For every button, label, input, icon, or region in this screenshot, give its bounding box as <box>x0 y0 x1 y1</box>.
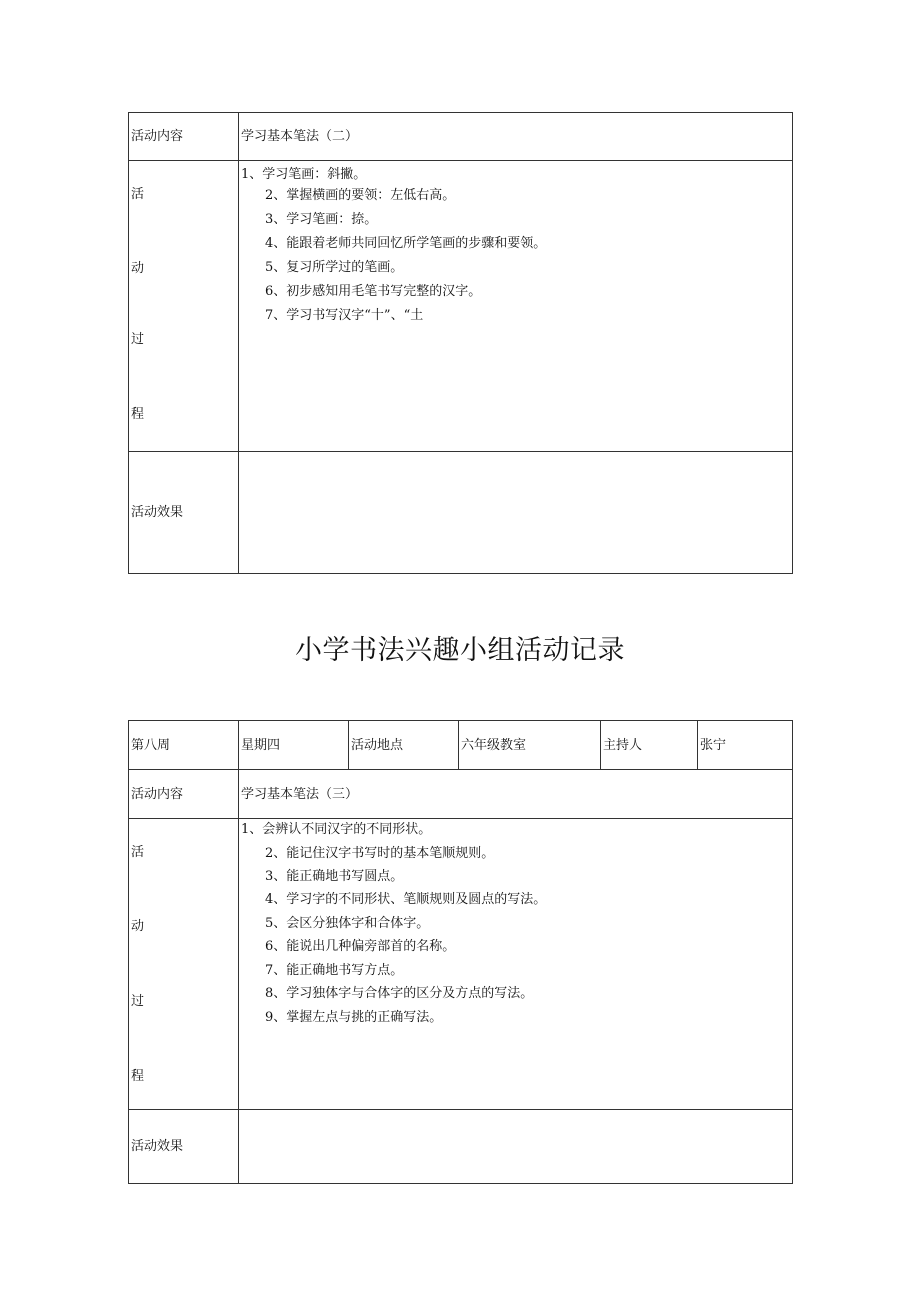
step-item: 5、会区分独体字和合体字。 <box>265 916 430 931</box>
location-label: 活动地点 <box>349 721 459 770</box>
content-row <box>129 770 793 819</box>
step-item: 6、能说出几种偏旁部首的名称。 <box>265 939 456 954</box>
process-label-char: 过 <box>131 994 145 1009</box>
step-item: 7、学习书写汉字“十”、“土 <box>265 308 424 323</box>
step-item: 3、学习笔画：捺。 <box>265 212 378 227</box>
header-row <box>129 721 793 770</box>
step-item: 1、会辨认不同汉字的不同形状。 <box>241 822 432 837</box>
process-label-char: 动 <box>131 261 145 276</box>
effect-row <box>129 1110 793 1184</box>
effect-row <box>129 452 793 574</box>
step-item: 9、掌握左点与挑的正确写法。 <box>265 1010 443 1025</box>
process-label-cell <box>129 819 239 1110</box>
record-1-table <box>128 112 793 574</box>
step-item: 2、掌握横画的要领：左低右高。 <box>265 188 456 203</box>
effect-label: 活动效果 <box>129 452 239 574</box>
location-value: 六年级教室 <box>459 721 601 770</box>
process-row <box>129 819 793 1110</box>
step-item: 6、初步感知用毛笔书写完整的汉字。 <box>265 284 482 299</box>
process-steps-cell <box>239 819 793 1110</box>
host-value: 张宁 <box>698 721 793 770</box>
weekday-cell: 星期四 <box>239 721 349 770</box>
step-item: 1、学习笔画：斜撇。 <box>241 167 367 182</box>
process-label-char: 过 <box>131 332 145 347</box>
effect-value <box>239 1110 793 1184</box>
process-steps-cell <box>239 161 793 452</box>
effect-value <box>239 452 793 574</box>
step-item: 3、能正确地书写圆点。 <box>265 869 404 884</box>
content-value: 学习基本笔法（二） <box>239 113 793 161</box>
content-label: 活动内容 <box>129 113 239 161</box>
host-label: 主持人 <box>601 721 698 770</box>
process-label-char: 程 <box>131 1069 145 1084</box>
content-label: 活动内容 <box>129 770 239 819</box>
process-label-char: 动 <box>131 919 145 934</box>
step-item: 4、能跟着老师共同回忆所学笔画的步骤和要领。 <box>265 236 547 251</box>
process-row <box>129 161 793 452</box>
step-item: 4、学习字的不同形状、笔顺规则及圆点的写法。 <box>265 892 547 907</box>
process-label-char: 程 <box>131 407 145 422</box>
step-item: 7、能正确地书写方点。 <box>265 963 404 978</box>
step-item: 2、能记住汉字书写时的基本笔顺规则。 <box>265 846 495 861</box>
content-row <box>129 113 793 161</box>
week-cell: 第八周 <box>129 721 239 770</box>
step-item: 8、学习独体字与合体字的区分及方点的写法。 <box>265 986 534 1001</box>
step-item: 5、复习所学过的笔画。 <box>265 260 404 275</box>
process-label-char: 活 <box>131 187 145 202</box>
effect-label: 活动效果 <box>129 1110 239 1184</box>
content-value: 学习基本笔法（三） <box>239 770 793 819</box>
page-title: 小学书法兴趣小组活动记录 <box>295 635 625 666</box>
process-label-cell <box>129 161 239 452</box>
process-label-char: 活 <box>131 845 145 860</box>
record-2-table <box>128 720 793 1184</box>
